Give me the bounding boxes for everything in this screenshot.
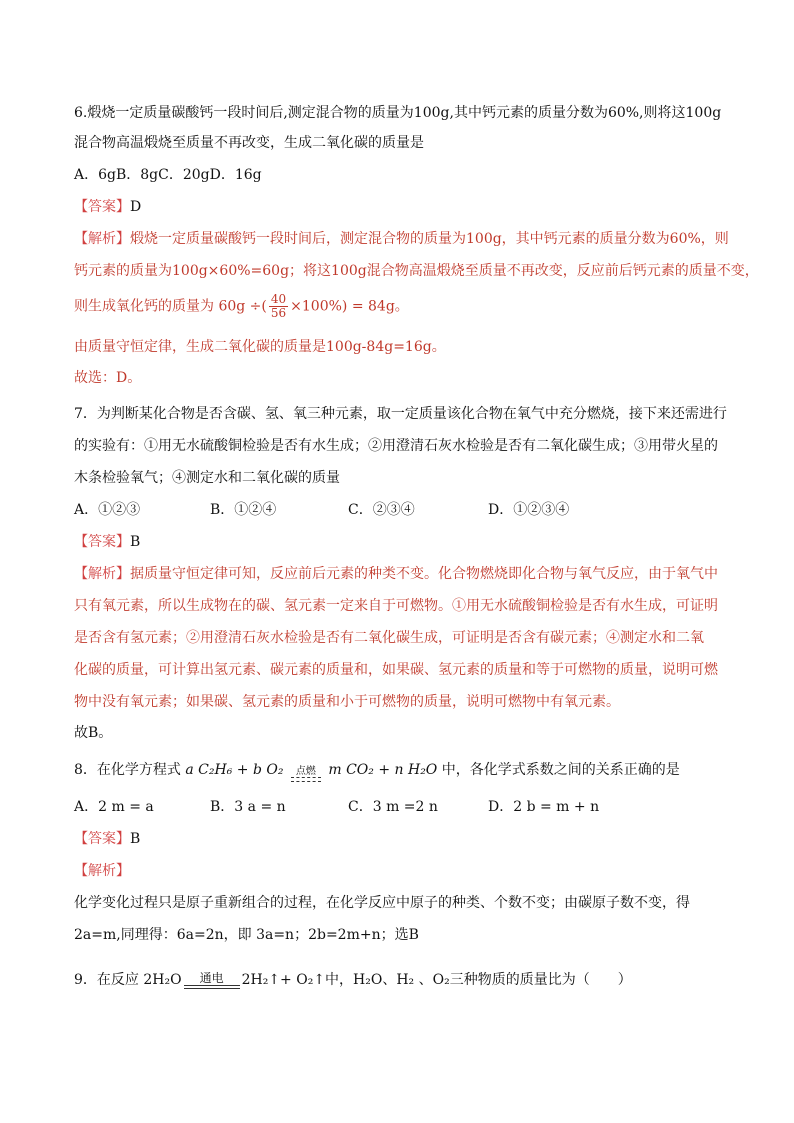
equation-reactants: a C₂H₆ + b O₂ — [185, 762, 284, 778]
reaction-condition — [291, 767, 321, 782]
reaction-condition — [184, 972, 240, 989]
q9-stem — [74, 970, 632, 990]
q7-analysis-line6: 故B。 — [74, 725, 113, 741]
q7-stem-line2: 的实验有：①用无水硫酸铜检验是否有水生成；②用澄清石灰水检验是否有二氧化碳生成；③用带火星的 — [74, 438, 718, 454]
q8-analysis-tag-line — [74, 861, 130, 881]
q6-analysis-line3 — [74, 293, 409, 320]
analysis-text: 煅烧一定质量碳酸钙一段时间后，测定混合物的质量为100g，其中钙元素的质量分数为60%，则 — [130, 231, 729, 247]
fraction-denominator: 56 — [270, 306, 287, 320]
option-c: C．3 m =2 n — [348, 799, 438, 815]
q7-analysis-line5: 物中没有氧元素；如果碳、氢元素的质量和小于可燃物的质量，说明可燃物中有氧元素。 — [74, 694, 620, 710]
q7-options — [74, 500, 569, 520]
analysis-tag: 【解析】 — [74, 566, 130, 582]
q7-analysis-line1 — [74, 564, 718, 584]
q7-analysis-line2: 只有氧元素，所以生成物在的碳、氢元素一定来自于可燃物。①用无水硫酸铜检验是否有水生成，可证明 — [74, 598, 718, 614]
q6-stem-line2: 混合物高温煅烧至质量不再改变，生成二氧化碳的质量是 — [74, 135, 424, 151]
answer-tag: 【答案】 — [74, 199, 130, 215]
analysis-tag: 【解析】 — [74, 863, 130, 879]
answer-value: B — [130, 831, 141, 847]
formula-part: 60g ÷( — [218, 298, 267, 315]
q8-analysis-line1: 化学变化过程只是原子重新组合的过程，在化学反应中原子的种类、个数不变；由碳原子数不变，得 — [74, 895, 690, 911]
fraction — [269, 293, 288, 320]
q6-stem-line1: 6.煅烧一定质量碳酸钙一段时间后,测定混合物的质量为100g,其中钙元素的质量分数为60%,则将这100g — [74, 105, 722, 121]
q7-stem-line3: 木条检验氧气；④测定水和二氧化碳的质量 — [74, 470, 340, 486]
condition-label: 通电 — [199, 971, 224, 985]
question-text: 2H₂↑+ O₂↑中，H₂O、H₂ 、O₂三种物质的质量比为（ ） — [241, 972, 632, 988]
formula-part: ×100%) = 84g — [290, 298, 395, 315]
q7-answer — [74, 532, 140, 552]
equation-sign — [291, 777, 321, 782]
analysis-text: 则生成氧化钙的质量为 — [74, 298, 214, 315]
q8-stem — [74, 760, 680, 782]
option-b: B．3 a = n — [210, 799, 286, 815]
condition-label: 点燃 — [295, 766, 316, 777]
question-text: 9．在反应 2H₂O — [74, 972, 182, 988]
option-b: B．①②④ — [210, 502, 277, 518]
q8-analysis-line2: 2a=m,同理得：6a=2n，即 3a=n；2b=2m+n；选B — [74, 927, 419, 943]
q6-analysis-line2: 钙元素的质量为100g×60%=60g；将这100g混合物高温煅烧至质量不再改变，反应前后钙元素的质量不变， — [74, 263, 759, 279]
q6-options: A．6gB．8gC．20gD．16g — [74, 167, 262, 183]
question-text: 8．在化学方程式 — [74, 762, 181, 778]
analysis-tag: 【解析】 — [74, 231, 130, 247]
answer-value: B — [130, 534, 141, 550]
answer-tag: 【答案】 — [74, 534, 130, 550]
option-a: A．①②③ — [74, 502, 141, 518]
option-d: D．①②③④ — [488, 502, 570, 518]
q6-analysis-line5: 故选：D。 — [74, 370, 142, 386]
equation-sign — [184, 985, 240, 989]
q6-answer — [74, 197, 141, 217]
q6-analysis-line1 — [74, 229, 729, 249]
fraction-numerator: 40 — [270, 292, 287, 306]
q7-analysis-line4: 化碳的质量，可计算出氢元素、碳元素的质量和，如果碳、氢元素的质量和等于可燃物的质量，说明可燃 — [74, 662, 718, 678]
answer-tag: 【答案】 — [74, 831, 130, 847]
option-a: A．2 m = a — [74, 799, 154, 815]
analysis-text: 据质量守恒定律可知，反应前后元素的种类不变。化合物燃烧即化合物与氧气反应，由于氧气中 — [130, 566, 718, 582]
answer-value: D — [130, 199, 142, 215]
question-text: 中，各化学式系数之间的关系正确的是 — [441, 762, 680, 778]
analysis-text: 。 — [394, 298, 409, 315]
q8-answer — [74, 829, 140, 849]
q6-analysis-line4: 由质量守恒定律，生成二氧化碳的质量是100g-84g=16g。 — [74, 339, 446, 355]
q7-stem-line1: 7．为判断某化合物是否含碳、氢、氧三种元素，取一定质量该化合物在氧气中充分燃烧，接下来还需进行 — [74, 406, 727, 422]
option-c: C．②③④ — [348, 502, 415, 518]
equation-products: m CO₂ + n H₂O — [328, 762, 438, 778]
q7-analysis-line3: 是否含有氢元素；②用澄清石灰水检验是否有二氧化碳生成，可证明是否含有碳元素；④测定水和二氧 — [74, 630, 704, 646]
q8-options — [74, 797, 599, 817]
option-d: D．2 b = m + n — [488, 799, 600, 815]
